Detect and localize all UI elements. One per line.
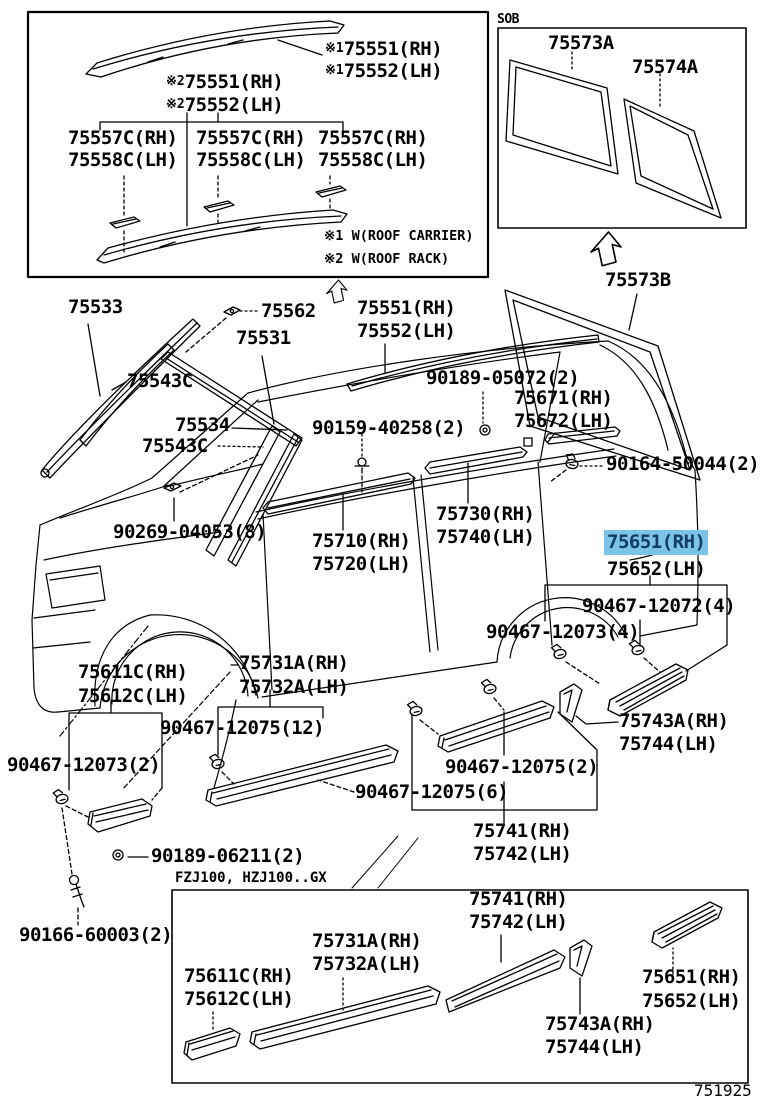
gx-label-75741-rh: 75741(RH)	[469, 888, 568, 910]
grommet-90189-06211	[113, 850, 148, 860]
gx-box-header: FZJ100, HZJ100..GX	[175, 870, 327, 886]
gx-label-75651-rh: 75651(RH)	[642, 966, 741, 988]
figure-code: 751925	[694, 1081, 752, 1100]
part-label-75573a: 75573A	[548, 32, 614, 54]
gx-qtr-protector-75651	[652, 902, 722, 948]
note-prefix: ※2	[166, 97, 185, 112]
part-label-90467-12073-2: 90467-12073(2)	[7, 754, 161, 776]
screw-90166-60003	[62, 808, 84, 925]
part-label-90467-12072: 90467-12072(4)	[582, 595, 736, 617]
part-label-75543c-upper: 75543C	[127, 370, 193, 392]
clip-90467-12073-icon	[53, 788, 69, 805]
part-label-pad2-lh: 75558C(LH)	[196, 149, 306, 171]
down-arrow-icon	[591, 232, 621, 266]
quarter-window-moulding-75574A	[624, 99, 721, 218]
part-label-75720-lh: 75720(LH)	[312, 553, 411, 575]
clip-90467-12075-icon	[481, 678, 497, 695]
part-label-75531: 75531	[236, 327, 291, 349]
leader-75743a	[576, 716, 618, 724]
gx-label-75652-lh: 75652(LH)	[642, 990, 741, 1012]
part-label-90189-05072: 90189-05072(2)	[426, 367, 580, 389]
gx-fender-moulding-75611C	[184, 1028, 240, 1060]
part-label-75652-lh: 75652(LH)	[607, 558, 706, 580]
sob-box	[498, 28, 746, 228]
part-label-75573b: 75573B	[605, 269, 671, 291]
part-label-pad1-lh: 75558C(LH)	[68, 149, 178, 171]
fender-moulding-75611C	[88, 799, 152, 832]
gx-sash-protector-75743A	[570, 940, 592, 976]
gx-label-75611c-rh: 75611C(RH)	[184, 965, 294, 987]
grommet-90189-05072	[480, 392, 490, 435]
part-label-75731a-rh: 75731A(RH)	[239, 652, 349, 674]
part-label-75743a-rh: 75743A(RH)	[619, 710, 729, 732]
part-label-pad3-rh: 75557C(RH)	[318, 127, 428, 149]
part-label-pad3-lh: 75558C(LH)	[318, 149, 428, 171]
gx-rr-door-protector-75741	[446, 950, 565, 1012]
note-prefix: ※1	[325, 41, 344, 56]
highlight-badge[interactable]: 75651(RH)	[604, 530, 708, 555]
part-label-90269-04053: 90269-04053(8)	[113, 521, 267, 543]
stud-90269-04053	[164, 455, 258, 521]
fr-door-belt-moulding-75710	[263, 473, 415, 514]
part-label-90189-06211: 90189-06211(2)	[151, 845, 305, 867]
part-label-75612c-lh: 75612C(LH)	[78, 685, 188, 707]
part-label-75744-lh: 75744(LH)	[619, 733, 718, 755]
part-label-pad1-rh: 75557C(RH)	[68, 127, 178, 149]
note-prefix: ※1	[325, 63, 344, 78]
part-label-75543c-lower: 75543C	[142, 435, 208, 457]
part-label-90467-12075-12: 90467-12075(12)	[160, 717, 325, 739]
part-label-rail-note2-rh: ※275551(RH)	[166, 71, 284, 93]
part-label-90164-50044: 90164-50044(2)	[606, 453, 760, 475]
legend-roof-rack: ※2 W(ROOF RACK)	[324, 251, 450, 267]
part-label-rail-note1-rh: ※175551(RH)	[325, 38, 443, 60]
part-label-75730-rh: 75730(RH)	[436, 503, 535, 525]
part-label-90467-12073-4: 90467-12073(4)	[486, 621, 640, 643]
part-label-90166-60003: 90166-60003(2)	[19, 924, 173, 946]
gx-label-75612c-lh: 75612C(LH)	[184, 988, 294, 1010]
part-label-75574a: 75574A	[632, 56, 698, 78]
qtr-protector-75651	[608, 664, 688, 716]
part-label-75611c-rh: 75611C(RH)	[78, 661, 188, 683]
legend-roof-carrier: ※1 W(ROOF CARRIER)	[324, 228, 474, 244]
quarter-window-moulding-75573A	[506, 60, 618, 174]
sash-protector-75743A	[560, 684, 582, 722]
part-label-75651-rh-highlighted[interactable]	[604, 533, 708, 552]
part-label-75672-lh: 75672(LH)	[514, 410, 613, 432]
part-label-rail-note2-lh: ※275552(LH)	[166, 94, 284, 116]
part-label-75710-rh: 75710(RH)	[312, 530, 411, 552]
part-label-75740-lh: 75740(LH)	[436, 526, 535, 548]
leader-75543c-lower	[218, 446, 263, 447]
part-label-75551-rh: 75551(RH)	[357, 297, 456, 319]
part-label-75552-lh: 75552(LH)	[357, 320, 456, 342]
gx-label-75744-lh: 75744(LH)	[545, 1036, 644, 1058]
gx-label-75743a-rh: 75743A(RH)	[545, 1013, 655, 1035]
part-label-rail-note1-lh: ※175552(LH)	[325, 60, 443, 82]
part-label-75534: 75534	[175, 414, 230, 436]
leader-75573b	[629, 294, 637, 330]
sob-tag: SOB	[497, 12, 519, 27]
leader-12075-6	[318, 780, 354, 792]
part-label-90159-40258: 90159-40258(2)	[312, 417, 466, 439]
part-label-75741-rh: 75741(RH)	[473, 820, 572, 842]
clip-90467-12072-icon	[551, 643, 567, 660]
rr-door-protector-75741	[438, 701, 554, 752]
part-label-90467-12075-6: 90467-12075(6)	[355, 781, 509, 803]
part-label-75732a-lh: 75732A(LH)	[239, 676, 349, 698]
part-label-75742-lh: 75742(LH)	[473, 843, 572, 865]
leader-75533	[88, 324, 100, 396]
gx-label-75731a-rh: 75731A(RH)	[312, 930, 422, 952]
note-prefix: ※2	[166, 74, 185, 89]
gx-label-75742-lh: 75742(LH)	[469, 911, 568, 933]
part-label-pad2-rh: 75557C(RH)	[196, 127, 306, 149]
part-label-75671-rh: 75671(RH)	[514, 387, 613, 409]
part-label-75533: 75533	[68, 296, 123, 318]
down-arrow-icon	[327, 280, 347, 303]
clip-90467-12075-icon	[407, 700, 423, 717]
part-label-75562: 75562	[261, 300, 316, 322]
part-label-90467-12075-2: 90467-12075(2)	[445, 756, 599, 778]
gx-label-75732a-lh: 75732A(LH)	[312, 953, 422, 975]
